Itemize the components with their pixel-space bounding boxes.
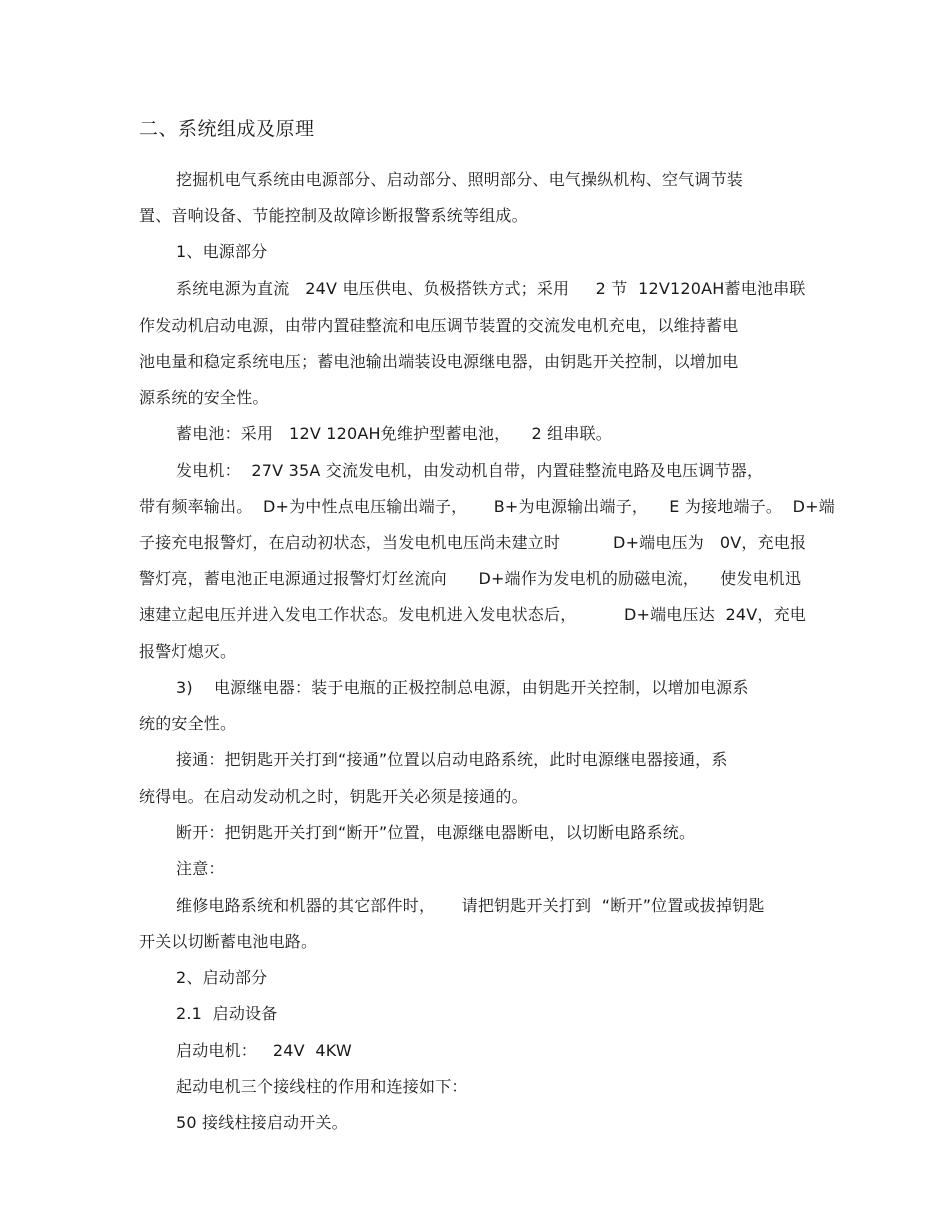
paragraph-line: 统的安全性。: [139, 714, 237, 733]
paragraph-line: 置、音响设备、节能控制及故障诊断报警系统等组成。: [139, 206, 528, 225]
paragraph-line: 50 接线柱接启动开关。: [176, 1113, 348, 1132]
paragraph-line: 接通：把钥匙开关打到“接通”位置以启动电路系统，此时电源继电器接通，系: [176, 750, 728, 769]
paragraph-line: 蓄电池：采用 12V 120AH免维护型蓄电池， 2 组串联。: [176, 424, 612, 443]
paragraph-line: 3) 电源继电器：装于电瓶的正极控制总电源，由钥匙开关控制，以增加电源系: [176, 678, 749, 697]
paragraph-line: 维修电路系统和机器的其它部件时， 请把钥匙开关打到 “断开”位置或拔掉钥匙: [176, 896, 765, 915]
paragraph-line: 起动电机三个接线柱的作用和连接如下：: [176, 1077, 468, 1096]
paragraph-line: 开关以切断蓄电池电路。: [139, 932, 318, 951]
paragraph-line: 源系统的安全性。: [139, 388, 269, 407]
paragraph-line: 断开：把钥匙开关打到“断开”位置，电源继电器断电，以切断电路系统。: [176, 823, 696, 842]
subsection-heading: 1、电源部分: [176, 242, 268, 261]
paragraph-line: 挖掘机电气系统由电源部分、启动部分、照明部分、电气操纵机构、空气调节装: [176, 170, 744, 189]
section-heading: 二、系统组成及原理: [139, 118, 315, 140]
paragraph-line: 报警灯熄灭。: [139, 642, 237, 661]
paragraph-line: 启动电机： 24V 4KW: [176, 1041, 352, 1060]
paragraph-line: 速建立起电压并进入发电工作状态。发电机进入发电状态后， D+端电压达 24V，充电: [139, 605, 806, 624]
paragraph-line: 带有频率输出。 D+为中性点电压输出端子， B+为电源输出端子， E 为接地端子。 D+端: [139, 497, 835, 516]
paragraph-line: 子接充电报警灯，在启动初状态，当发电机电压尚未建立时 D+端电压为 0V，充电报: [139, 533, 807, 552]
note-label: 注意：: [176, 859, 225, 878]
paragraph-line: 统得电。在启动发动机之时，钥匙开关必须是接通的。: [139, 787, 528, 806]
subsection-heading: 2、启动部分: [176, 968, 268, 987]
paragraph-line: 作发动机启动电源，由带内置硅整流和电压调节装置的交流发电机充电，以维持蓄电: [139, 316, 739, 335]
paragraph-line: 系统电源为直流 24V 电压供电、负极搭铁方式；采用 2 节 12V120AH蓄电池串联: [176, 279, 806, 298]
paragraph-line: 池电量和稳定系统电压；蓄电池输出端装设电源继电器，由钥匙开关控制，以增加电: [139, 352, 739, 371]
subsection-heading: 2.1 启动设备: [176, 1004, 278, 1023]
paragraph-line: 发电机： 27V 35A 交流发电机，由发动机自带，内置硅整流电路及电压调节器，: [176, 461, 764, 480]
paragraph-line: 警灯亮，蓄电池正电源通过报警灯灯丝流向 D+端作为发电机的励磁电流， 使发电机迅: [139, 569, 802, 588]
